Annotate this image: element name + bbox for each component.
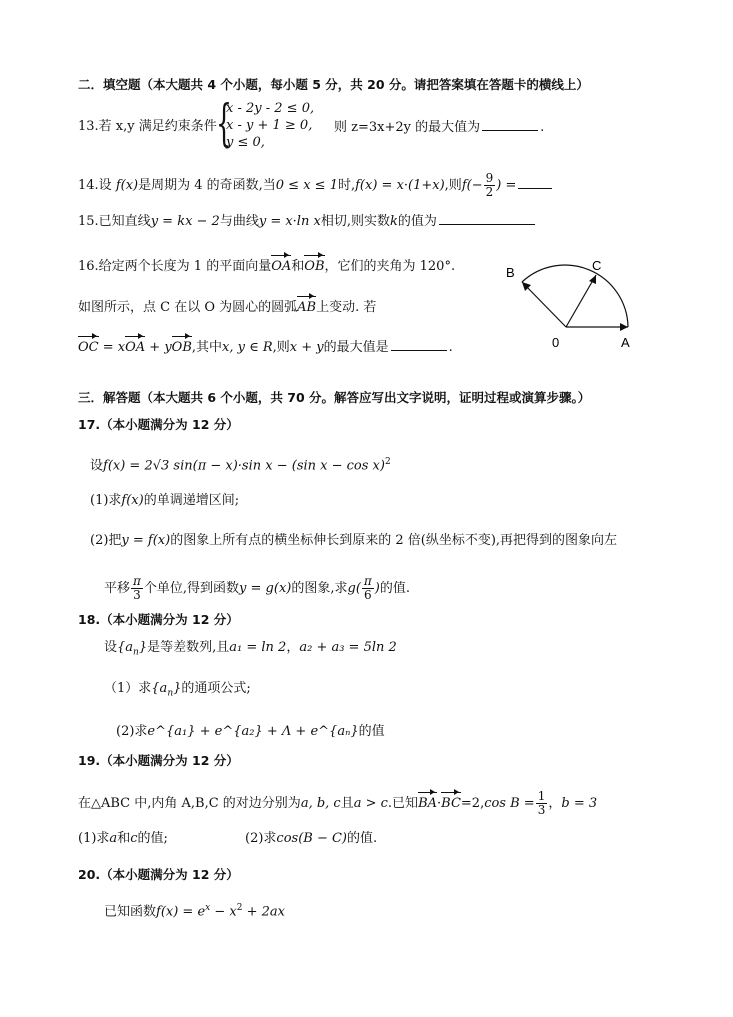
q19-statement: 在△ABC 中,内角 A,B,C 的对边分别为a, b, c且a > c.已知BA·BC=2,cos B = $\frac{1}{3}$ ，b = 3 (78, 789, 598, 817)
q13-constraint-2: x - y + 1 ≥ 0, (226, 118, 313, 133)
q15-answer-blank[interactable] (439, 212, 535, 225)
q16-line-1: 16.给定两个长度为 1 的平面向量OA和OB，它们的夹角为 120°. (78, 259, 456, 274)
q14-line: 14.设 f(x)是周期为 4 的奇函数,当0 ≤ x ≤ 1时,f(x) = x·(1+x),则f(− $\frac{9}{2}$ ) = (78, 172, 554, 199)
q19-heading: 19.（本小题满分为 12 分） (78, 753, 239, 768)
q13-answer-blank[interactable] (482, 118, 538, 131)
q20-heading: 20.（本小题满分为 12 分） (78, 867, 239, 882)
q13-suffix: 则 z=3x+2y 的最大值为 . (334, 120, 545, 135)
q15-line: 15.已知直线y = kx − 2与曲线y = x·ln x相切,则实数k的值为 (78, 212, 537, 231)
q16-figure (500, 255, 645, 350)
label-o: 0 (552, 335, 560, 350)
section2-heading: 二．填空题（本大题共 4 个小题，每小题 5 分，共 20 分。请把答案填在答题卡的横线上） (78, 77, 589, 92)
label-a: A (621, 335, 630, 350)
q14-answer-blank[interactable] (518, 176, 552, 189)
q18-heading: 18.（本小题满分为 12 分） (78, 612, 239, 627)
q19-part-2: (2)求cos(B − C)的值. (245, 831, 378, 846)
section3-heading: 三．解答题（本大题共 6 个小题，共 70 分。解答应写出文字说明，证明过程或演算步骤。） (78, 390, 591, 405)
q13-brace: { (216, 94, 232, 152)
q17-part-1: (1)求f(x)的单调递增区间; (90, 493, 240, 508)
vector-oc (566, 275, 596, 327)
q13-constraint-1: x - 2y - 2 ≤ 0, (226, 101, 315, 116)
arrow-a (620, 323, 628, 331)
q16-answer-blank[interactable] (391, 338, 447, 351)
label-b: B (506, 265, 515, 280)
arc-ab (522, 265, 628, 327)
q16-line-3: OC = xOA + yOB,其中x, y ∈ R,则x + y的最大值是 . (78, 340, 453, 355)
q16-line-2: 如图所示，点 C 在以 O 为圆心的圆弧AB上变动. 若 (78, 300, 377, 315)
q18-part-1: （1）求$\{a_n\}$的通项公式; (104, 681, 251, 699)
q17-part-2-cont: 平移 $\frac{\pi}{3}$ 个单位,得到函数y = g(x)的图象,求g( $\frac{\pi}{6}$ )的值. (104, 574, 411, 602)
q17-part-2: (2)把y = f(x)的图象上所有点的横坐标伸长到原来的 2 倍(纵坐标不变),再把得到的图象向左 (90, 533, 618, 548)
q13-prefix: 13.若 x,y 满足约束条件 (78, 119, 217, 134)
q18-part-2: (2)求e^{a₁} + e^{a₂} + Λ + e^{aₙ}的值 (116, 724, 385, 739)
q20-statement: 已知函数$f(x) = e^x - x^2 + 2ax$ (104, 903, 285, 920)
label-c: C (592, 258, 602, 273)
q13-constraint-3: y ≤ 0, (226, 135, 265, 150)
segment-ob (522, 282, 566, 327)
q17-definition: 设f(x) = 2√3 sin(π − x)·sin x − (sin x − cos x)$^2$ (90, 457, 391, 474)
q18-definition: 设$\{a_n\}$是等差数列,且a₁ = ln 2，a₂ + a₃ = 5ln 2 (104, 640, 397, 658)
q19-part-1: (1)求a和c的值; (78, 831, 168, 846)
q17-heading: 17.（本小题满分为 12 分） (78, 417, 239, 432)
arrow-c (589, 275, 596, 284)
